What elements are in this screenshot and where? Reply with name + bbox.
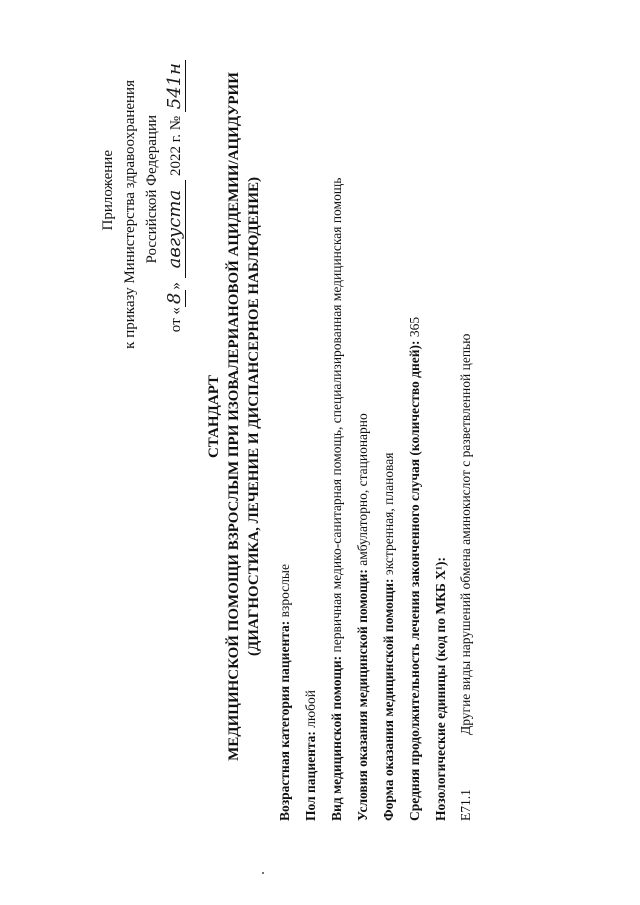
field-nosology-heading	[433, 557, 449, 821]
order-number: 541н	[164, 60, 186, 112]
field-value: любой	[303, 690, 318, 732]
field-label: Средняя продолжительность лечения законченного случая (количество дней):	[407, 340, 422, 821]
date-prefix: от «	[168, 307, 184, 333]
field-label: Возрастная категория пациента:	[277, 620, 292, 821]
field-label: Нозологические единицы (код по МКБ X¹):	[433, 557, 448, 821]
appendix-country-line: Российской Федерации	[144, 115, 160, 264]
scan-speck	[262, 872, 264, 874]
field-care-form	[381, 453, 397, 821]
nosology-code: E71.1	[458, 789, 473, 821]
standard-title: СТАНДАРТ	[206, 374, 222, 459]
field-value: экстренная, плановая	[381, 452, 396, 579]
field-sex	[303, 690, 319, 821]
field-label: Пол пациента:	[303, 731, 318, 821]
field-care-type	[329, 178, 345, 821]
date-month: августа	[164, 180, 186, 279]
field-label: Вид медицинской помощи:	[329, 655, 344, 821]
appendix-date-line	[164, 60, 186, 332]
field-care-conditions	[355, 413, 371, 821]
field-treatment-duration	[407, 317, 423, 821]
appendix-heading: Приложение	[100, 150, 116, 231]
field-age-category	[277, 564, 293, 821]
field-value: 365	[407, 316, 422, 341]
field-label: Условия оказания медицинской помощи:	[355, 569, 370, 821]
date-mid: »	[168, 282, 184, 290]
field-value: взрослые	[277, 564, 292, 621]
date-day: 8	[164, 290, 186, 307]
field-value: первичная медико-санитарная помощь, специализированная медицинская помощь	[329, 177, 344, 656]
standard-subtitle: МЕДИЦИНСКОЙ ПОМОЩИ ВЗРОСЛЫМ ПРИ ИЗОВАЛЕРИАНОВОЙ АЦИДЕМИИ/АЦИДУРИИ	[226, 72, 242, 761]
field-label: Форма оказания медицинской помощи:	[381, 578, 396, 821]
date-year: 2022 г. №	[168, 115, 184, 176]
standard-subtitle-2: (ДИАГНОСТИКА, ЛЕЧЕНИЕ И ДИСПАНСЕРНОЕ НАБЛЮДЕНИЕ)	[246, 177, 262, 657]
appendix-order-line: к приказу Министерства здравоохранения	[122, 80, 138, 349]
field-value: амбулаторно, стационарно	[355, 413, 370, 570]
nosology-name: Другие виды нарушений обмена аминокислот с разветвленной цепью	[458, 333, 473, 735]
